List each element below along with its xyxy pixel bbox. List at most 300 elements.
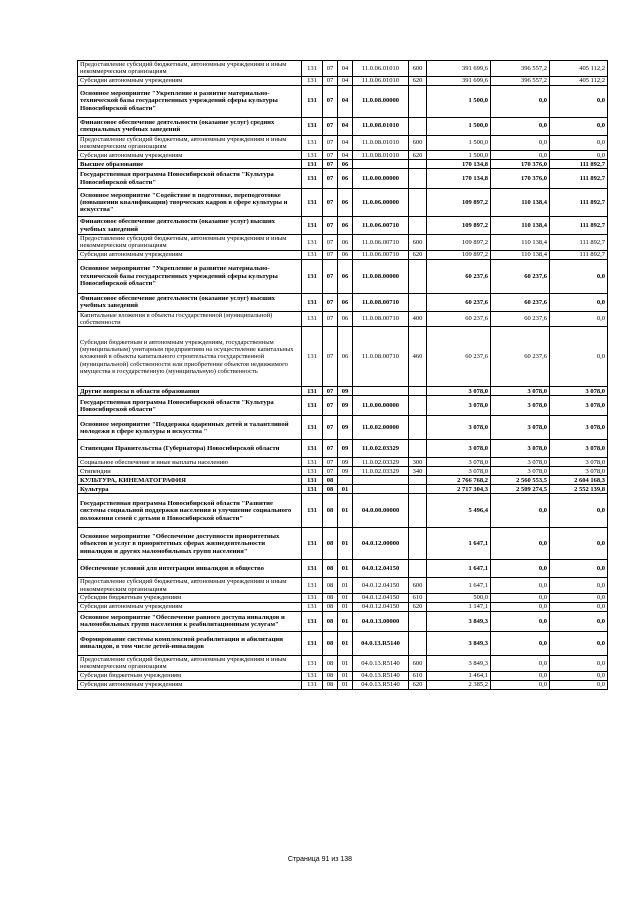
row-amount-year-3: 0,0: [550, 311, 608, 327]
row-name: Основное мероприятие "Обеспечение доступности приоритетных объектов и услуг в приоритетных сферах жизнедеятельности инвалидов и других маломобильных групп населения": [78, 528, 302, 560]
table-row: [78, 593, 608, 602]
row-section-code: 07: [323, 61, 338, 77]
row-ministry-code: 131: [302, 631, 323, 655]
table-row: [78, 259, 608, 293]
row-target-code: 11.0.02.03329: [353, 458, 409, 467]
row-amount-year-1: 109 897,2: [427, 235, 491, 251]
row-target-code: [353, 160, 409, 169]
row-name: Субсидии бюджетным и автономным учреждениям, государственным (муниципальным) унитарным предприятиям на осуществление капитальных вложений в объекты капитального строительства государственной (муниципальной) собственности или приобретение объектов недвижимого имущества в государственную (муниципальную) собственность: [78, 327, 302, 387]
row-target-code: 04.0.00.00000: [353, 494, 409, 528]
row-amount-year-3: 0,0: [550, 85, 608, 117]
row-amount-year-1: 170 134,8: [427, 169, 491, 189]
row-ministry-code: 131: [302, 250, 323, 259]
row-amount-year-3: 0,0: [550, 602, 608, 611]
row-amount-year-1: 60 237,6: [427, 293, 491, 311]
row-name: Основное мероприятие "Содействие в подготовке, переподготовке (повышении квалификации) творческих кадров в сфере культуры и искусства": [78, 189, 302, 217]
row-amount-year-1: 3 078,0: [427, 467, 491, 476]
row-expense-type-code: [409, 631, 427, 655]
row-amount-year-1: 1 647,1: [427, 528, 491, 560]
row-amount-year-2: 0,0: [491, 631, 550, 655]
row-ministry-code: 131: [302, 135, 323, 151]
row-expense-type-code: [409, 416, 427, 440]
table-row: [78, 117, 608, 135]
row-amount-year-1: 1 500,0: [427, 151, 491, 160]
row-subsection-code: 01: [338, 602, 353, 611]
row-expense-type-code: 620: [409, 76, 427, 85]
row-amount-year-2: 396 557,2: [491, 76, 550, 85]
row-subsection-code: 06: [338, 250, 353, 259]
row-ministry-code: 131: [302, 76, 323, 85]
row-subsection-code: 01: [338, 671, 353, 680]
row-subsection-code: 06: [338, 160, 353, 169]
table-body: [78, 61, 608, 690]
row-subsection-code: 09: [338, 440, 353, 458]
row-amount-year-2: 110 138,4: [491, 189, 550, 217]
row-subsection-code: 06: [338, 293, 353, 311]
table-row: [78, 293, 608, 311]
row-name: Стипендии: [78, 467, 302, 476]
row-expense-type-code: 610: [409, 593, 427, 602]
row-target-code: 04.0.13.R5140: [353, 655, 409, 671]
row-subsection-code: 01: [338, 680, 353, 689]
row-section-code: 08: [323, 578, 338, 594]
row-target-code: 11.0.06.00710: [353, 217, 409, 235]
row-target-code: 04.0.12.04150: [353, 593, 409, 602]
row-ministry-code: 131: [302, 485, 323, 494]
row-ministry-code: 131: [302, 117, 323, 135]
row-ministry-code: 131: [302, 560, 323, 578]
row-target-code: 11.0.06.01010: [353, 61, 409, 77]
row-amount-year-2: 396 557,2: [491, 61, 550, 77]
row-amount-year-2: 60 237,6: [491, 293, 550, 311]
row-section-code: 08: [323, 560, 338, 578]
row-name: Предоставление субсидий бюджетным, автономным учреждениям и иным некоммерческим организациям: [78, 135, 302, 151]
row-amount-year-3: 2 552 139,8: [550, 485, 608, 494]
row-target-code: 11.0.02.03329: [353, 440, 409, 458]
row-subsection-code: 06: [338, 189, 353, 217]
row-amount-year-1: 1 647,1: [427, 578, 491, 594]
row-subsection-code: 01: [338, 578, 353, 594]
row-expense-type-code: [409, 387, 427, 396]
row-target-code: 11.0.08.00710: [353, 293, 409, 311]
row-amount-year-3: 111 892,7: [550, 169, 608, 189]
row-subsection-code: 04: [338, 76, 353, 85]
row-section-code: 07: [323, 387, 338, 396]
table-row: [78, 671, 608, 680]
row-target-code: 11.0.06.00000: [353, 189, 409, 217]
row-expense-type-code: [409, 259, 427, 293]
row-name: Субсидии автономным учреждениям: [78, 76, 302, 85]
row-section-code: 07: [323, 311, 338, 327]
row-amount-year-2: 2 509 274,5: [491, 485, 550, 494]
row-amount-year-2: 0,0: [491, 117, 550, 135]
row-name: Финансовое обеспечение деятельности (оказание услуг) средних специальных учебных заведений: [78, 117, 302, 135]
row-amount-year-1: 1 147,1: [427, 602, 491, 611]
row-amount-year-3: 3 078,0: [550, 387, 608, 396]
row-expense-type-code: 610: [409, 671, 427, 680]
row-target-code: 11.0.08.00000: [353, 259, 409, 293]
row-amount-year-1: 1 500,0: [427, 117, 491, 135]
row-section-code: 07: [323, 467, 338, 476]
row-ministry-code: 131: [302, 61, 323, 77]
row-subsection-code: 09: [338, 467, 353, 476]
table-row: [78, 85, 608, 117]
row-amount-year-3: 3 078,0: [550, 396, 608, 416]
row-amount-year-2: 0,0: [491, 593, 550, 602]
row-name: Социальное обеспечение и иные выплаты населению: [78, 458, 302, 467]
row-expense-type-code: 600: [409, 578, 427, 594]
row-amount-year-3: 0,0: [550, 560, 608, 578]
row-amount-year-1: 1 500,0: [427, 135, 491, 151]
table-row: [78, 602, 608, 611]
row-section-code: 08: [323, 631, 338, 655]
row-amount-year-3: 0,0: [550, 151, 608, 160]
row-amount-year-3: 3 078,0: [550, 440, 608, 458]
row-amount-year-3: 0,0: [550, 494, 608, 528]
row-subsection-code: 06: [338, 327, 353, 387]
row-section-code: 08: [323, 680, 338, 689]
row-ministry-code: 131: [302, 85, 323, 117]
row-name: КУЛЬТУРА, КИНЕМАТОГРАФИЯ: [78, 476, 302, 485]
row-amount-year-3: 0,0: [550, 578, 608, 594]
row-ministry-code: 131: [302, 235, 323, 251]
row-ministry-code: 131: [302, 169, 323, 189]
row-section-code: 07: [323, 151, 338, 160]
row-amount-year-1: 3 849,3: [427, 631, 491, 655]
row-amount-year-3: 0,0: [550, 259, 608, 293]
row-name: Капитальные вложения в объекты государственной (муниципальной) собственности: [78, 311, 302, 327]
row-ministry-code: 131: [302, 458, 323, 467]
row-amount-year-1: 109 897,2: [427, 250, 491, 259]
row-amount-year-2: 60 237,6: [491, 311, 550, 327]
row-amount-year-3: 0,0: [550, 327, 608, 387]
row-section-code: 07: [323, 189, 338, 217]
row-amount-year-2: 60 237,6: [491, 259, 550, 293]
row-target-code: 11.0.06.00710: [353, 235, 409, 251]
row-amount-year-2: 110 138,4: [491, 235, 550, 251]
row-amount-year-3: 111 892,7: [550, 235, 608, 251]
row-ministry-code: 131: [302, 151, 323, 160]
row-amount-year-2: 110 138,4: [491, 250, 550, 259]
row-section-code: 07: [323, 235, 338, 251]
table-row: [78, 160, 608, 169]
row-amount-year-1: 391 699,6: [427, 61, 491, 77]
row-section-code: 08: [323, 485, 338, 494]
table-row: [78, 458, 608, 467]
row-amount-year-2: 0,0: [491, 494, 550, 528]
row-section-code: 07: [323, 160, 338, 169]
table-row: [78, 387, 608, 396]
row-amount-year-1: 2 385,2: [427, 680, 491, 689]
row-subsection-code: 06: [338, 169, 353, 189]
row-name: Субсидии автономным учреждениям: [78, 602, 302, 611]
row-section-code: 08: [323, 671, 338, 680]
row-section-code: 07: [323, 293, 338, 311]
row-subsection-code: 01: [338, 631, 353, 655]
row-target-code: 04.0.13.R5140: [353, 671, 409, 680]
row-target-code: 11.0.00.00000: [353, 169, 409, 189]
row-amount-year-1: 60 237,6: [427, 311, 491, 327]
row-ministry-code: 131: [302, 327, 323, 387]
row-subsection-code: 01: [338, 611, 353, 631]
row-name: Предоставление субсидий бюджетным, автономным учреждениям и иным некоммерческим организациям: [78, 578, 302, 594]
table-row: [78, 655, 608, 671]
row-target-code: 04.0.13.00000: [353, 611, 409, 631]
row-amount-year-3: 0,0: [550, 117, 608, 135]
row-amount-year-3: 0,0: [550, 631, 608, 655]
row-amount-year-3: 111 892,7: [550, 189, 608, 217]
table-row: [78, 217, 608, 235]
row-amount-year-3: 2 604 168,3: [550, 476, 608, 485]
row-expense-type-code: [409, 440, 427, 458]
row-subsection-code: 01: [338, 655, 353, 671]
row-section-code: 08: [323, 528, 338, 560]
row-amount-year-2: 3 078,0: [491, 387, 550, 396]
row-name: Основное мероприятие "Обеспечение равного доступа инвалидов и маломобильных групп населения к реабилитационным услугам": [78, 611, 302, 631]
row-subsection-code: 01: [338, 560, 353, 578]
table-row: [78, 476, 608, 485]
row-amount-year-1: 109 897,2: [427, 217, 491, 235]
row-expense-type-code: 600: [409, 61, 427, 77]
row-expense-type-code: [409, 485, 427, 494]
row-ministry-code: 131: [302, 311, 323, 327]
row-amount-year-1: 3 849,3: [427, 655, 491, 671]
row-expense-type-code: [409, 117, 427, 135]
table-row: [78, 528, 608, 560]
row-amount-year-2: 3 078,0: [491, 467, 550, 476]
table-row: [78, 61, 608, 77]
row-target-code: [353, 476, 409, 485]
row-expense-type-code: 600: [409, 135, 427, 151]
row-target-code: [353, 387, 409, 396]
row-amount-year-1: 1 464,1: [427, 671, 491, 680]
row-amount-year-1: 60 237,6: [427, 327, 491, 387]
row-expense-type-code: 340: [409, 467, 427, 476]
row-amount-year-2: 3 078,0: [491, 440, 550, 458]
row-ministry-code: 131: [302, 494, 323, 528]
row-amount-year-1: 3 078,0: [427, 458, 491, 467]
row-ministry-code: 131: [302, 217, 323, 235]
row-amount-year-2: 3 078,0: [491, 416, 550, 440]
row-expense-type-code: [409, 189, 427, 217]
row-amount-year-2: 3 078,0: [491, 396, 550, 416]
row-name: Основное мероприятие "Укрепление и развитие материально-технической базы государственных учреждений сферы культуры Новосибирской области": [78, 85, 302, 117]
row-amount-year-3: 405 112,2: [550, 76, 608, 85]
row-section-code: 07: [323, 259, 338, 293]
row-name: Культура: [78, 485, 302, 494]
row-amount-year-2: 0,0: [491, 602, 550, 611]
row-expense-type-code: [409, 217, 427, 235]
row-amount-year-3: 0,0: [550, 293, 608, 311]
row-expense-type-code: [409, 85, 427, 117]
row-amount-year-3: 405 112,2: [550, 61, 608, 77]
row-ministry-code: 131: [302, 602, 323, 611]
row-subsection-code: 04: [338, 85, 353, 117]
row-section-code: 07: [323, 327, 338, 387]
row-amount-year-1: 3 078,0: [427, 416, 491, 440]
row-target-code: 11.0.08.00710: [353, 327, 409, 387]
row-target-code: 11.0.08.01010: [353, 117, 409, 135]
row-amount-year-2: 0,0: [491, 560, 550, 578]
row-amount-year-3: 0,0: [550, 593, 608, 602]
row-expense-type-code: [409, 611, 427, 631]
table-row: [78, 327, 608, 387]
row-amount-year-1: 3 849,3: [427, 611, 491, 631]
row-section-code: 08: [323, 611, 338, 631]
row-target-code: 04.0.13.R5140: [353, 680, 409, 689]
row-section-code: 08: [323, 476, 338, 485]
row-section-code: 07: [323, 416, 338, 440]
row-name: Субсидии бюджетным учреждениям: [78, 671, 302, 680]
row-subsection-code: 04: [338, 135, 353, 151]
row-ministry-code: 131: [302, 440, 323, 458]
row-name: Предоставление субсидий бюджетным, автономным учреждениям и иным некоммерческим организациям: [78, 655, 302, 671]
row-expense-type-code: 600: [409, 655, 427, 671]
row-subsection-code: 01: [338, 485, 353, 494]
row-amount-year-1: 109 897,2: [427, 189, 491, 217]
row-name: Государственная программа Новосибирской области "Культура Новосибирской области": [78, 169, 302, 189]
row-amount-year-2: 170 376,0: [491, 160, 550, 169]
row-amount-year-2: 0,0: [491, 578, 550, 594]
row-expense-type-code: [409, 169, 427, 189]
row-subsection-code: 06: [338, 259, 353, 293]
row-amount-year-3: 111 892,7: [550, 217, 608, 235]
row-subsection-code: 09: [338, 458, 353, 467]
row-section-code: 08: [323, 494, 338, 528]
row-name: Государственная программа Новосибирской области "Развитие системы социальной поддержки населения и улучшение социального положения семей с детьми в Новосибирской области": [78, 494, 302, 528]
row-name: Высшее образование: [78, 160, 302, 169]
row-amount-year-1: 60 237,6: [427, 259, 491, 293]
row-ministry-code: 131: [302, 467, 323, 476]
table-row: [78, 611, 608, 631]
row-target-code: 04.0.12.04150: [353, 602, 409, 611]
row-section-code: 08: [323, 593, 338, 602]
row-amount-year-2: 60 237,6: [491, 327, 550, 387]
row-target-code: 11.0.08.00000: [353, 85, 409, 117]
row-ministry-code: 131: [302, 578, 323, 594]
row-ministry-code: 131: [302, 476, 323, 485]
row-name: Субсидии автономным учреждениям: [78, 680, 302, 689]
budget-table: [77, 60, 608, 690]
row-name: Субсидии бюджетным учреждениям: [78, 593, 302, 602]
row-expense-type-code: 300: [409, 458, 427, 467]
table-row: [78, 135, 608, 151]
row-amount-year-3: 0,0: [550, 611, 608, 631]
row-amount-year-3: 0,0: [550, 655, 608, 671]
row-amount-year-2: 0,0: [491, 680, 550, 689]
row-amount-year-3: 111 892,7: [550, 160, 608, 169]
row-expense-type-code: [409, 476, 427, 485]
table-row: [78, 578, 608, 594]
row-amount-year-1: 170 134,8: [427, 160, 491, 169]
row-amount-year-1: 1 500,0: [427, 85, 491, 117]
table-row: [78, 494, 608, 528]
row-target-code: 11.0.02.03329: [353, 467, 409, 476]
row-amount-year-3: 0,0: [550, 135, 608, 151]
row-expense-type-code: 620: [409, 250, 427, 259]
row-section-code: 07: [323, 440, 338, 458]
row-subsection-code: 01: [338, 593, 353, 602]
row-subsection-code: 09: [338, 416, 353, 440]
row-target-code: 04.0.12.04150: [353, 560, 409, 578]
row-subsection-code: [338, 476, 353, 485]
row-subsection-code: 09: [338, 396, 353, 416]
row-expense-type-code: [409, 160, 427, 169]
row-target-code: [353, 485, 409, 494]
row-amount-year-2: 0,0: [491, 528, 550, 560]
table-row: [78, 467, 608, 476]
table-row: [78, 631, 608, 655]
row-amount-year-3: 0,0: [550, 671, 608, 680]
row-ministry-code: 131: [302, 611, 323, 631]
row-subsection-code: 04: [338, 117, 353, 135]
row-amount-year-3: 0,0: [550, 680, 608, 689]
row-expense-type-code: [409, 528, 427, 560]
row-amount-year-1: 391 699,6: [427, 76, 491, 85]
row-section-code: 07: [323, 396, 338, 416]
row-subsection-code: 06: [338, 235, 353, 251]
row-name: Основное мероприятие "Укрепление и развитие материально-технической базы государственных учреждений сферы культуры Новосибирской области": [78, 259, 302, 293]
row-expense-type-code: 600: [409, 235, 427, 251]
row-subsection-code: 04: [338, 61, 353, 77]
row-subsection-code: 01: [338, 494, 353, 528]
row-section-code: 07: [323, 85, 338, 117]
row-name: Другие вопросы в области образования: [78, 387, 302, 396]
row-ministry-code: 131: [302, 160, 323, 169]
row-expense-type-code: 620: [409, 680, 427, 689]
row-amount-year-2: 0,0: [491, 611, 550, 631]
table-row: [78, 485, 608, 494]
row-name: Государственная программа Новосибирской области "Культура Новосибирской области": [78, 396, 302, 416]
row-amount-year-3: 3 078,0: [550, 458, 608, 467]
table-row: [78, 311, 608, 327]
row-target-code: 11.0.08.00710: [353, 311, 409, 327]
row-amount-year-3: 111 892,7: [550, 250, 608, 259]
row-amount-year-2: 0,0: [491, 151, 550, 160]
row-expense-type-code: [409, 396, 427, 416]
row-expense-type-code: [409, 560, 427, 578]
row-ministry-code: 131: [302, 189, 323, 217]
row-ministry-code: 131: [302, 593, 323, 602]
row-target-code: 04.0.12.04150: [353, 578, 409, 594]
row-target-code: 04.0.13.R5140: [353, 631, 409, 655]
row-section-code: 07: [323, 117, 338, 135]
row-section-code: 07: [323, 458, 338, 467]
table-row: [78, 151, 608, 160]
row-name: Субсидии автономным учреждениям: [78, 151, 302, 160]
row-expense-type-code: 620: [409, 602, 427, 611]
row-section-code: 08: [323, 602, 338, 611]
row-amount-year-2: 0,0: [491, 671, 550, 680]
table-row: [78, 560, 608, 578]
row-amount-year-1: 2 766 768,2: [427, 476, 491, 485]
row-target-code: 11.0.06.01010: [353, 76, 409, 85]
row-ministry-code: 131: [302, 528, 323, 560]
row-subsection-code: 06: [338, 217, 353, 235]
table-row: [78, 250, 608, 259]
row-amount-year-1: 1 647,1: [427, 560, 491, 578]
row-expense-type-code: 460: [409, 327, 427, 387]
row-ministry-code: 131: [302, 416, 323, 440]
row-amount-year-1: 500,0: [427, 593, 491, 602]
row-name: Стипендия Правительства (Губернатора) Новосибирской области: [78, 440, 302, 458]
table-row: [78, 396, 608, 416]
table-row: [78, 169, 608, 189]
table-row: [78, 440, 608, 458]
row-section-code: 07: [323, 169, 338, 189]
row-amount-year-3: 3 078,0: [550, 467, 608, 476]
row-section-code: 07: [323, 76, 338, 85]
